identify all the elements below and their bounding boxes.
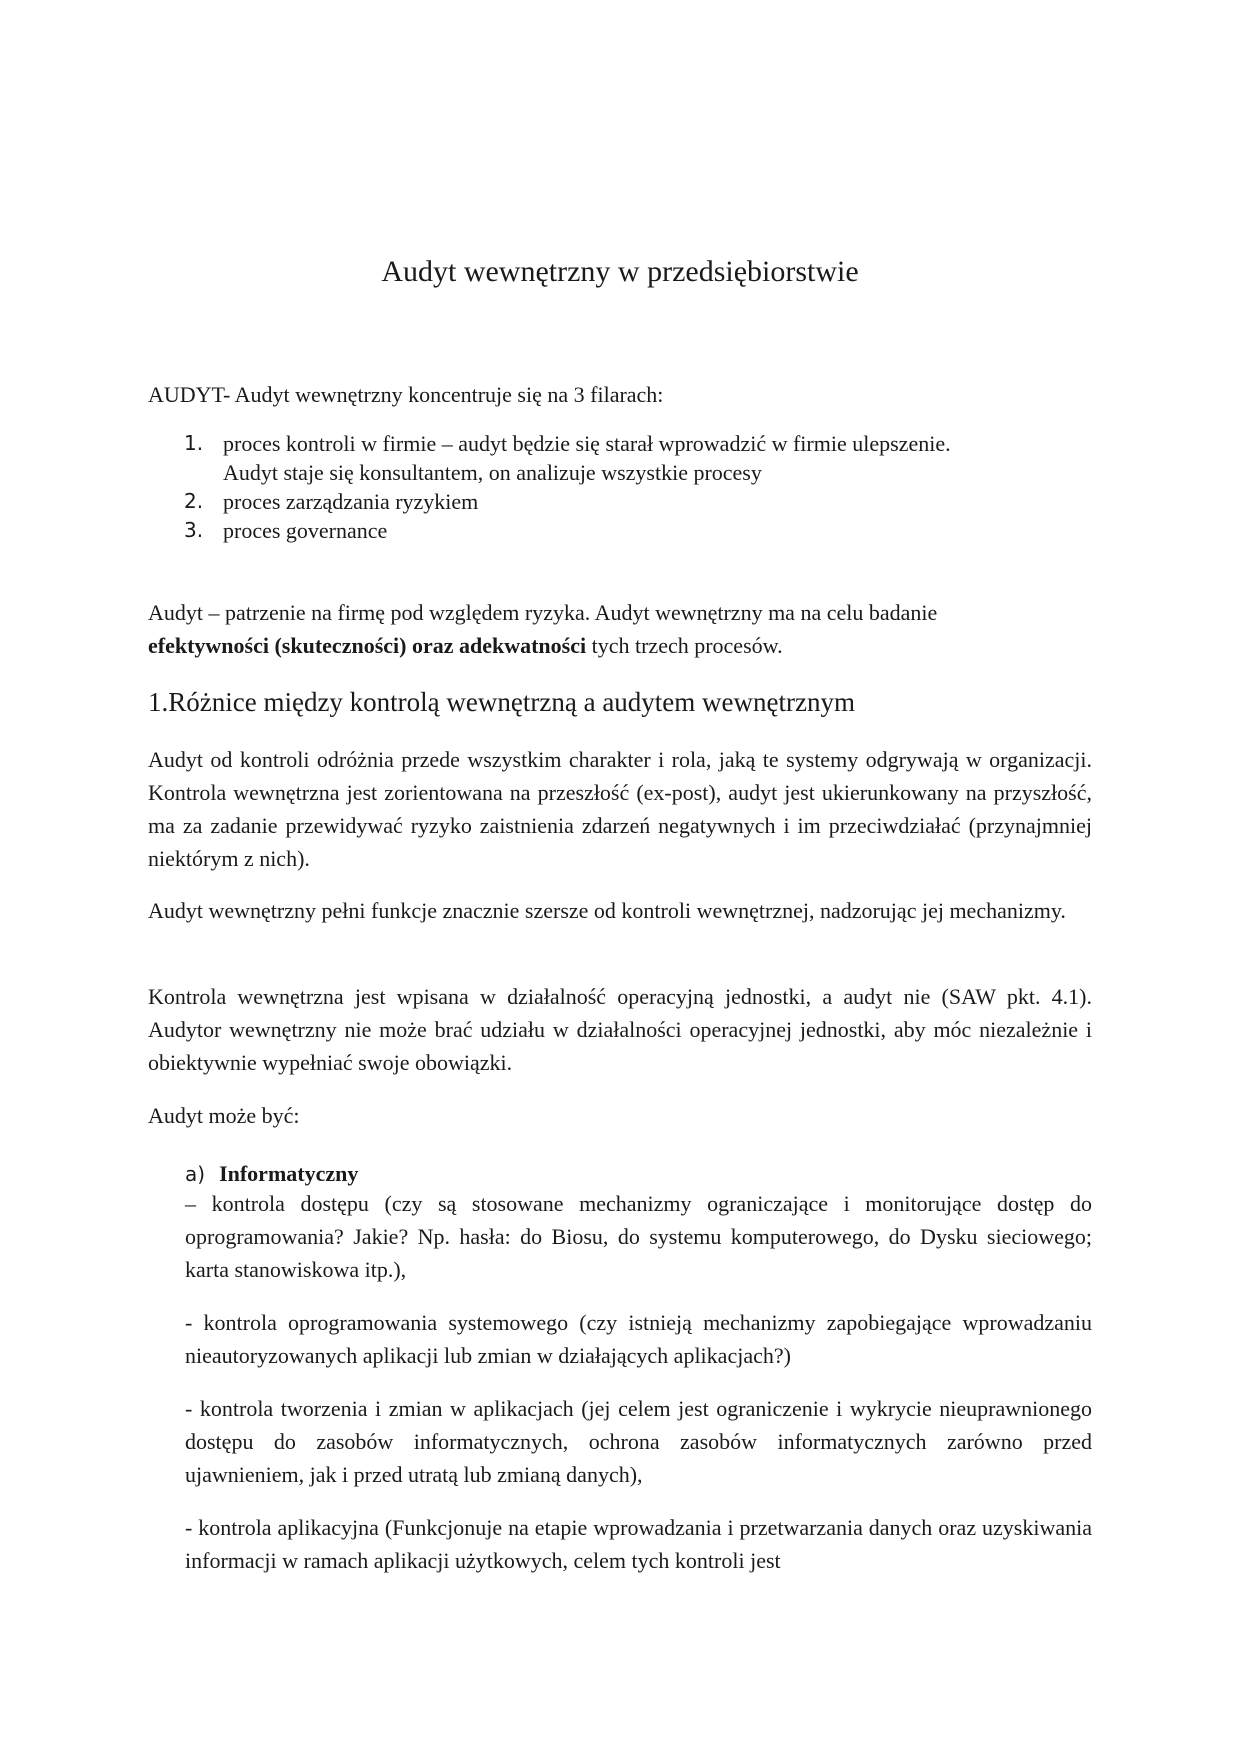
intro-text: AUDYT- Audyt wewnętrzny koncentruje się na 3 filarach:: [148, 382, 664, 407]
definition-text-end: tych trzech procesów.: [586, 633, 783, 658]
definition-bold-text: efektywności (skuteczności) oraz adekwatności: [148, 633, 587, 658]
list-item-text: Audyt staje się konsultantem, on analizuje wszystkie procesy: [223, 460, 762, 485]
list-item-text: proces governance: [223, 518, 388, 543]
list-marker: a): [185, 1162, 206, 1186]
audit-definition: [148, 596, 1092, 662]
section-heading: 1.Różnice między kontrolą wewnętrzną a audytem wewnętrznym: [148, 687, 855, 717]
control-item: - kontrola tworzenia i zmian w aplikacjach (jej celem jest ograniczenie i wykrycie nieuprawnionego dostępu do zasobów informatycznych, ochrona zasobów informatycznych zarówno przed ujawnieniem, jak i przed utratą lub zmianą danych),: [185, 1396, 1092, 1487]
audit-type-name: Informatyczny: [219, 1161, 359, 1186]
pillars-list: [148, 429, 1092, 545]
paragraph: Audyt wewnętrzny pełni funkcje znacznie szersze od kontroli wewnętrznej, nadzorując jej mechanizmy.: [148, 898, 1066, 923]
list-item-text: proces zarządzania ryzykiem: [223, 489, 479, 514]
list-number: 2.: [184, 489, 204, 513]
paragraph: Kontrola wewnętrzna jest wpisana w działalność operacyjną jednostki, a audyt nie (SAW pkt. 4.1). Audytor wewnętrzny nie może brać udziału w działalności operacyjnej jednostki, aby móc niezależnie i obiektywnie wypełniać swoje obowiązki.: [148, 984, 1092, 1075]
audit-type-label: [185, 1157, 358, 1191]
paragraph: Audyt może być:: [148, 1103, 300, 1128]
list-item: [148, 487, 1092, 516]
list-item: [148, 429, 1092, 487]
list-item: [148, 516, 1092, 545]
list-number: 3.: [184, 518, 204, 542]
paragraph: Audyt od kontroli odróżnia przede wszystkim charakter i rola, jaką te systemy odgrywają w organizacji. Kontrola wewnętrzna jest zorientowana na przeszłość (ex-post), audyt jest ukierunkowany na przyszłość, ma za zadanie przewidywać ryzyko zaistnienia zdarzeń negatywnych i im przeciwdziałać (przynajmniej niektórym z nich).: [148, 747, 1092, 871]
list-item-text: proces kontroli w firmie – audyt będzie się starał wprowadzić w firmie ulepszenie.: [223, 431, 951, 456]
list-number: 1.: [184, 431, 204, 455]
control-item: - kontrola aplikacyjna (Funkcjonuje na etapie wprowadzania i przetwarzania danych oraz uzyskiwania informacji w ramach aplikacji użytkowych, celem tych kontroli jest: [185, 1515, 1092, 1573]
definition-text: Audyt – patrzenie na firmę pod względem ryzyka. Audyt wewnętrzny ma na celu badanie: [148, 600, 938, 625]
control-item: – kontrola dostępu (czy są stosowane mechanizmy ograniczające i monitorujące dostęp do oprogramowania? Jakie? Np. hasła: do Biosu, do systemu komputerowego, do Dysku sieciowego; karta stanowiskowa itp.),: [185, 1191, 1092, 1282]
page-title: Audyt wewnętrzny w przedsiębiorstwie: [381, 255, 859, 288]
control-item: - kontrola oprogramowania systemowego (czy istnieją mechanizmy zapobiegające wprowadzaniu nieautoryzowanych aplikacji lub zmian w działających aplikacjach?): [185, 1310, 1092, 1368]
